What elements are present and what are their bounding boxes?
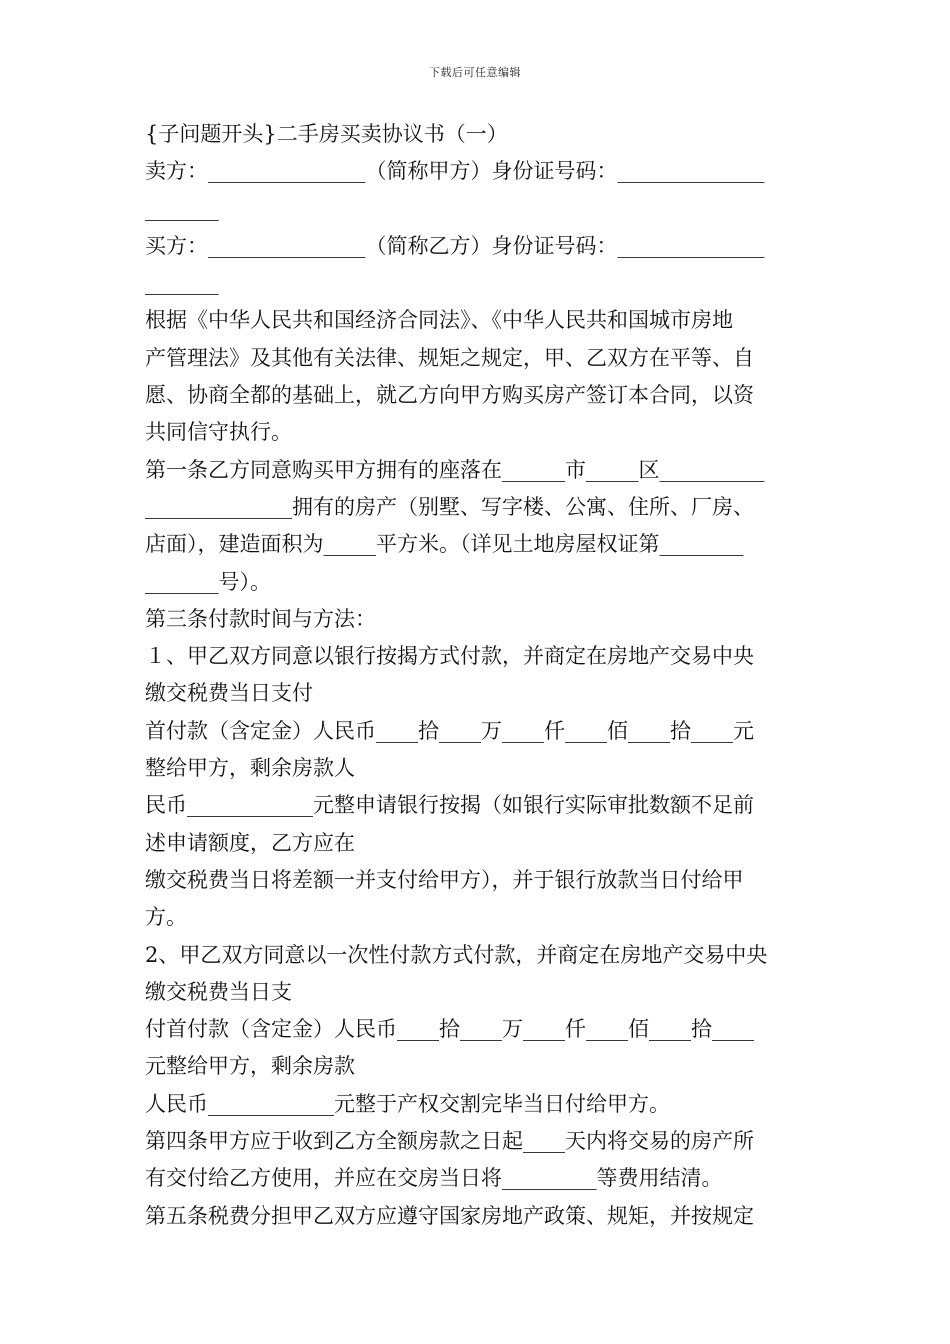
payment-option-one-line: 方。 [145,905,187,930]
buyer-line-continued: _______ [145,271,219,296]
payment-option-one-line: 缴交税费当日支付 [145,681,313,706]
article-one-line: ______________拥有的房产（别墅、写字楼、公寓、住所、厂房、 [145,494,754,519]
payment-option-one-line: １、甲乙双方同意以银行按揭方式付款，并商定在房地产交易中央 [145,644,754,669]
header-note: 下载后可任意编辑 [429,66,521,79]
payment-option-two-line: 付首付款（含定金）人民币____拾____万____仟____佰____拾____ [145,1017,754,1042]
article-one-line: _______号）。 [145,569,271,594]
article-one-line: 店面），建造面积为_____平方米。（详见土地房屋权证第________ [145,532,744,557]
article-one-line: 第一条乙方同意购买甲方拥有的座落在______市_____区__________ [145,457,765,482]
seller-line-continued: _______ [145,196,219,221]
payment-option-one-line: 整给甲方，剩余房款人 [145,756,355,781]
preamble-line: 根据《中华人民共和国经济合同法》、《中华人民共和国城市房地 [145,308,733,333]
article-three-heading: 第三条付款时间与方法： [145,606,376,631]
article-four-line: 第四条甲方应于收到乙方全额房款之日起____天内将交易的房产所 [145,1129,754,1154]
payment-option-one-line: 民币____________元整申请银行按揭（如银行实际审批数额不足前 [145,793,754,818]
buyer-line: 买方：_______________（简称乙方）身份证号码：______________ [145,233,765,258]
preamble-line: 产管理法》及其他有关法律、规矩之规定，甲、乙双方在平等、自 [145,345,754,370]
payment-option-two-line: 缴交税费当日支 [145,979,292,1004]
preamble-line: 愿、协商全都的基础上，就乙方向甲方购买房产签订本合同，以资 [145,383,754,408]
article-four-line: 有交付给乙方使用，并应在交房当日将_________等费用结清。 [145,1166,723,1191]
payment-option-two-line: 元整给甲方，剩余房款 [145,1054,355,1079]
article-five-line: 第五条税费分担甲乙双方应遵守国家房地产政策、规矩，并按规定 [145,1203,754,1228]
seller-line: 卖方：_______________（简称甲方）身份证号码：______________ [145,159,765,184]
payment-option-one-line: 述申请额度，乙方应在 [145,830,355,855]
document-title: {子问题开头}二手房买卖协议书（一） [145,122,508,146]
payment-option-one-line: 首付款（含定金）人民币____拾____万____仟____佰____拾____元 [145,718,754,743]
preamble-line: 共同信守执行。 [145,420,292,445]
contract-body [145,116,807,1235]
payment-option-one-line: 缴交税费当日将差额一并支付给甲方），并于银行放款当日付给甲 [145,867,744,892]
payment-option-two-line: 2、甲乙双方同意以一次性付款方式付款，并商定在房地产交易中央 [145,942,768,967]
payment-option-two-line: 人民币____________元整于产权交割完毕当日付给甲方。 [145,1091,670,1116]
